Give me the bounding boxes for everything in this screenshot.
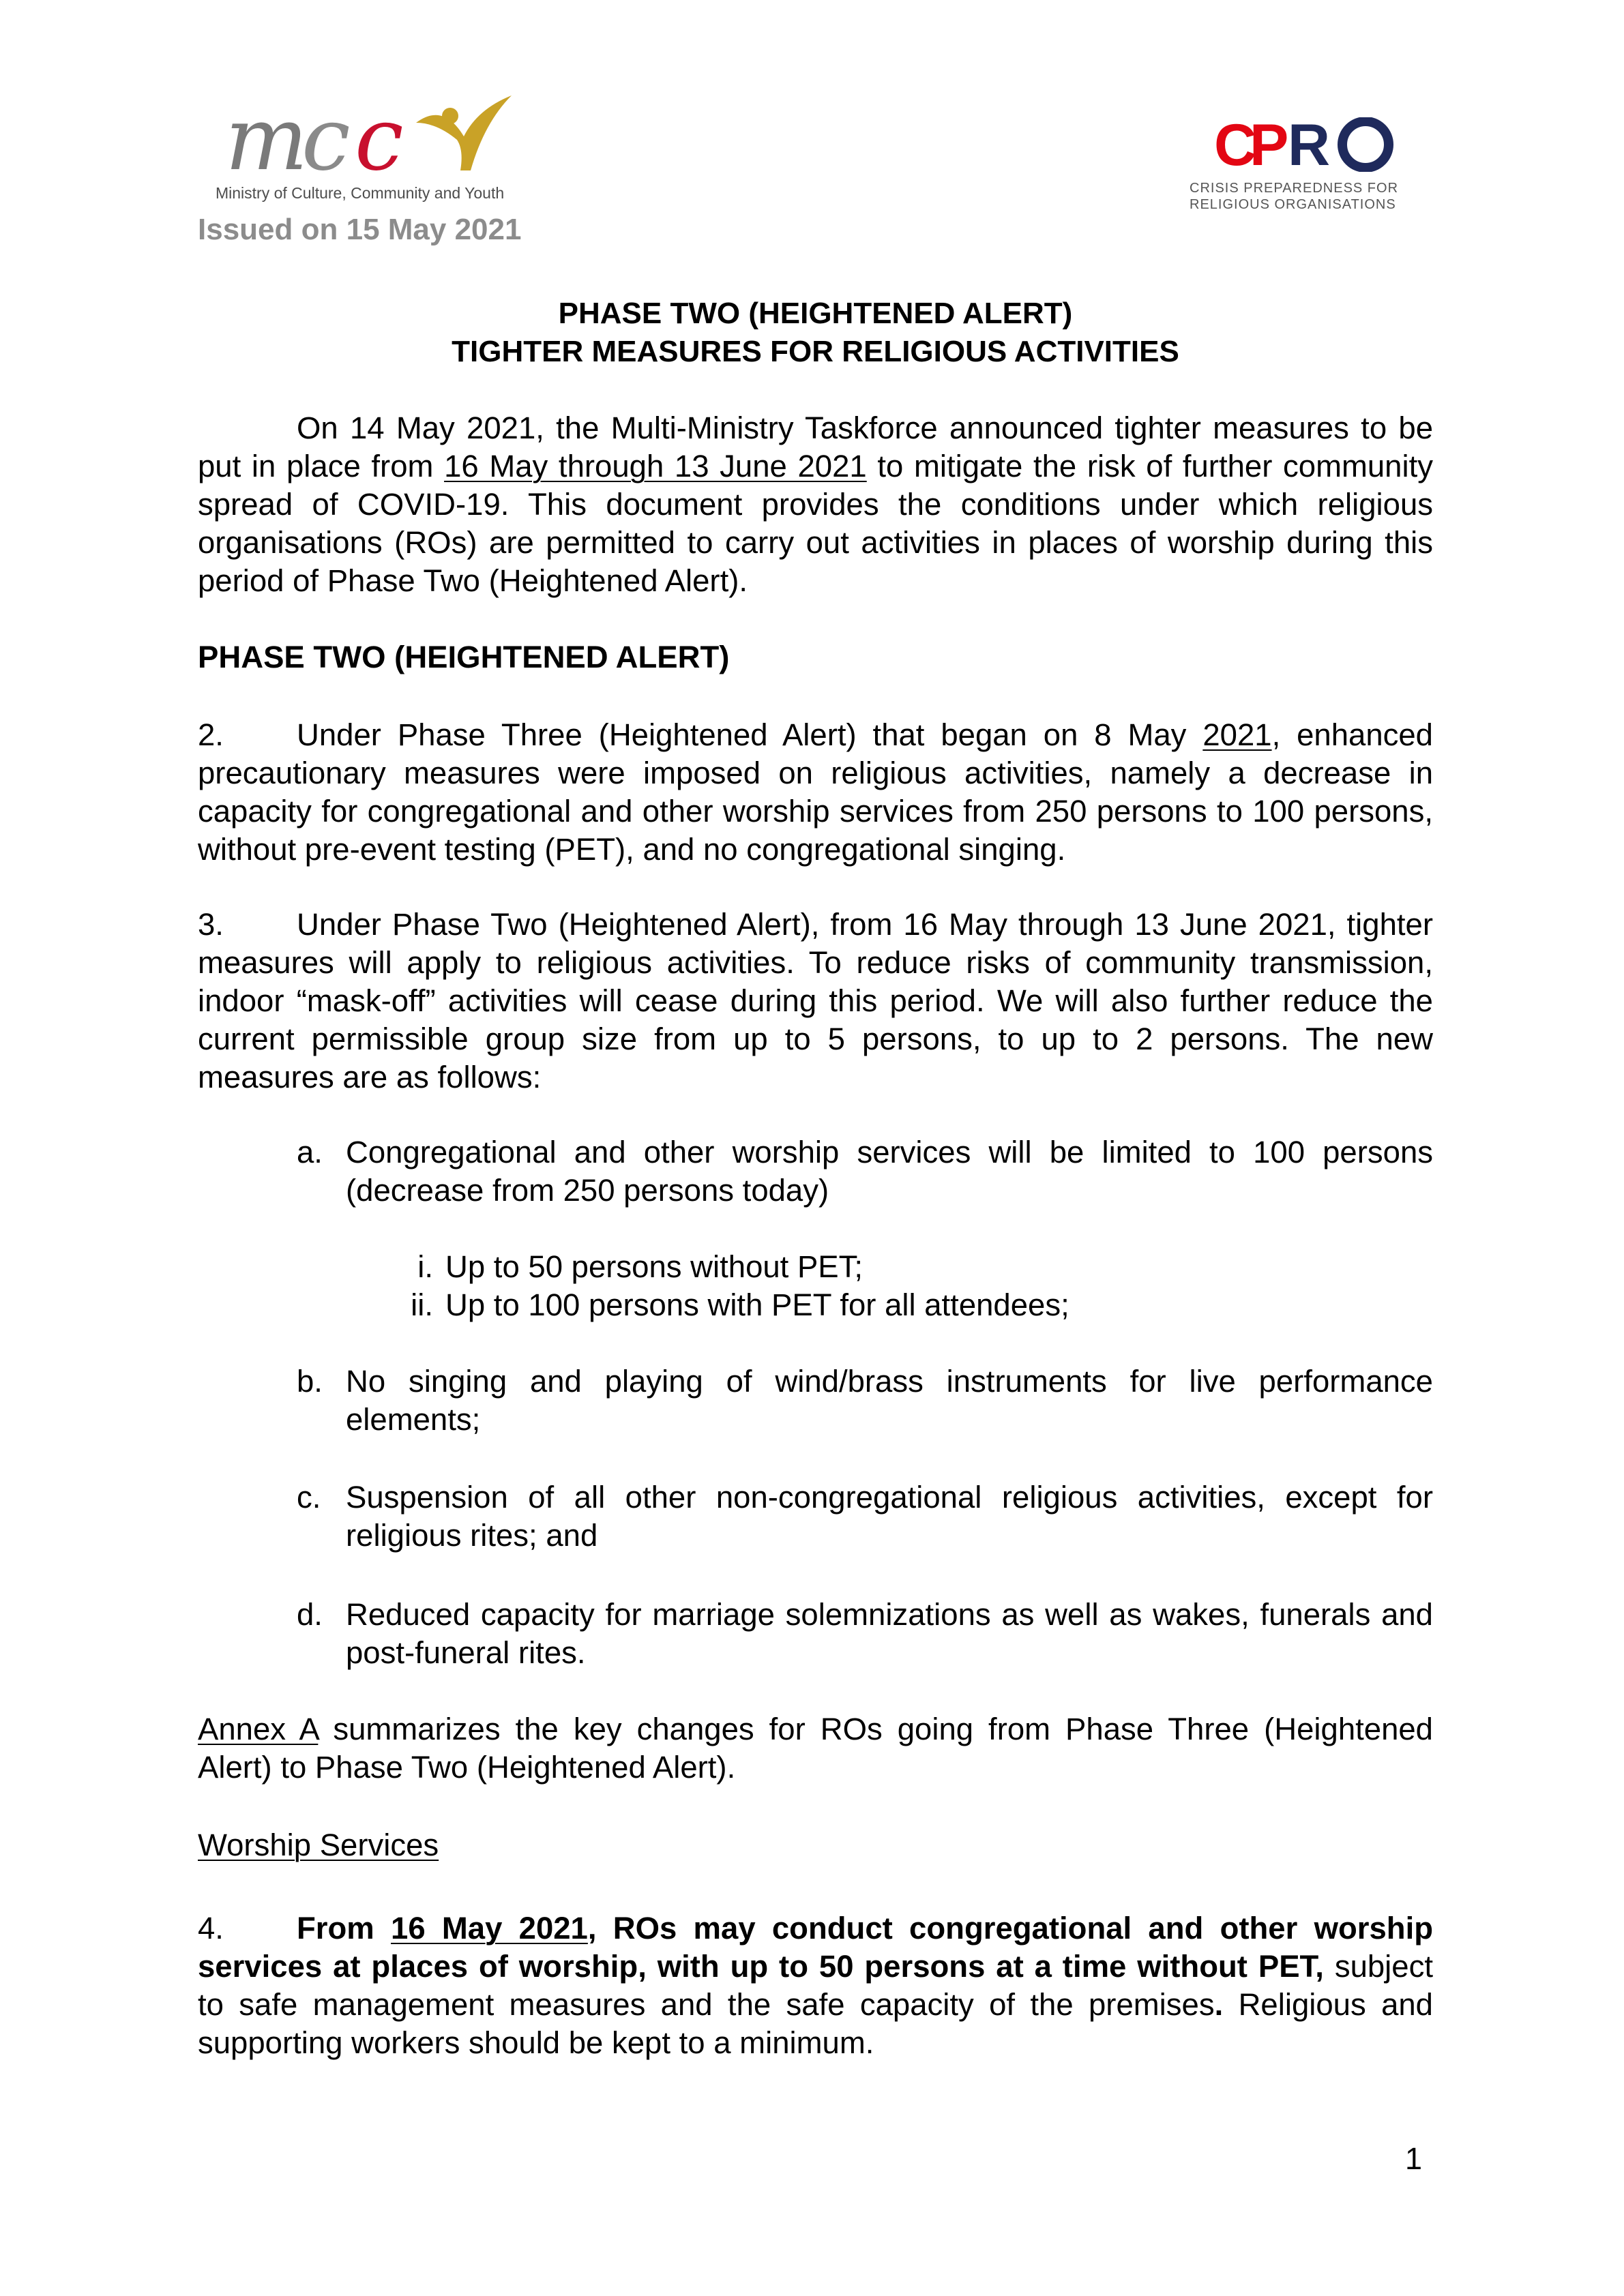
intro-date-range: 16 May through 13 June 2021 (444, 449, 867, 483)
paragraph-2 (198, 716, 1433, 869)
para2-part1: Under Phase Three (Heightened Alert) that began on 8 May (297, 717, 1203, 752)
title-line2: TIGHTER MEASURES FOR RELIGIOUS ACTIVITIES (452, 335, 1179, 368)
para4-bold-end: . (1214, 1987, 1224, 2022)
para2-year: 2021 (1202, 717, 1272, 752)
page-number: 1 (1405, 2141, 1423, 2176)
svg-text:P: P (1250, 117, 1285, 172)
list-marker: c. (297, 1480, 321, 1515)
cpro-wordmark-logo (1214, 117, 1419, 172)
mccy-logo (205, 95, 559, 210)
paragraph-4 (198, 1909, 1433, 2062)
list-text: Suspension of all other non-congregational religious activities, except for religious rites; and (346, 1480, 1433, 1553)
svg-text:C: C (1214, 117, 1253, 172)
annex-paragraph (198, 1710, 1433, 1787)
svg-text:R: R (1288, 117, 1327, 172)
sub-list-item (365, 1286, 1069, 1324)
sub-list-marker: i. (417, 1249, 433, 1284)
list-item (297, 1362, 1433, 1439)
para4-normal: subject to safe management measures and the safe capacity of the premises (198, 1949, 1433, 2022)
list-marker: d. (297, 1597, 323, 1632)
list-marker: a. (297, 1135, 323, 1169)
sub-list-text: Up to 100 persons with PET for all attendees; (445, 1287, 1069, 1322)
annex-text: summarizes the key changes for ROs going from Phase Three (Heightened Alert) to Phase Two (Heightened Alert). (198, 1712, 1433, 1785)
para4-date: 16 May 2021 (391, 1911, 588, 1945)
cpro-subtitle-line2: RELIGIOUS ORGANISATIONS (1190, 197, 1396, 212)
para4-bold2: , ROs may conduct congregational and other worship services at places of worship, with up to 50 persons at a time without PET, (198, 1911, 1433, 1984)
intro-paragraph (198, 409, 1433, 600)
intro-part2: to mitigate the risk of further community spread of COVID-19. This document provides the conditions under which religious organisations (ROs) are permitted to carry out activities in places of worship during this period of Phase Two (Heightened Alert). (198, 449, 1433, 598)
list-item (297, 1596, 1433, 1672)
annex-a-link[interactable]: Annex A (198, 1712, 319, 1746)
sub-list-marker: ii. (411, 1287, 433, 1322)
para4-bold1: From (297, 1911, 392, 1945)
sub-list-item (365, 1248, 863, 1286)
cpro-subtitle-line1: CRISIS PREPAREDNESS FOR (1190, 181, 1399, 196)
para2-part2: , enhanced precautionary measures were imposed on religious activities, namely a decrease in capacity for congregational and other worship services from 250 persons to 100 persons, without pre-event testing (PET), and no congregational singing. (198, 717, 1433, 867)
list-text: No singing and playing of wind/brass instruments for live performance elements; (346, 1364, 1433, 1437)
title-line1: PHASE TWO (HEIGHTENED ALERT) (558, 297, 1073, 330)
mccy-subtitle: Ministry of Culture, Community and Youth (216, 184, 505, 202)
sub-list-text: Up to 50 persons without PET; (445, 1249, 863, 1284)
para3-text: Under Phase Two (Heightened Alert), from 16 May through 13 June 2021, tighter measures will apply to religious activities. To reduce risks of community transmission, indoor “mask-off” activities will cease during this period. We will also further reduce the current permissible group size from up to 5 persons, to up to 2 persons. The new measures are as follows: (198, 907, 1433, 1094)
intro-part1: On 14 May 2021, the Multi-Ministry Taskforce announced tighter measures to be put in place from (198, 411, 1433, 483)
worship-services-heading: Worship Services (198, 1828, 439, 1862)
paragraph-number: 2. (198, 717, 224, 752)
issued-date: Issued on 15 May 2021 (198, 213, 522, 246)
paragraph-3 (198, 906, 1433, 1097)
paragraph-number: 4. (198, 1911, 224, 1945)
paragraph-number: 3. (198, 907, 224, 942)
list-item (297, 1478, 1433, 1555)
section-heading: PHASE TWO (HEIGHTENED ALERT) (198, 640, 730, 674)
svg-text:c: c (355, 95, 404, 184)
cpro-logo (1187, 117, 1446, 220)
para4-normal2: Religious and supporting workers should be kept to a minimum. (198, 1987, 1433, 2060)
document-title (198, 295, 1433, 371)
svg-text:m: m (225, 95, 308, 184)
list-marker: b. (297, 1364, 323, 1399)
cpro-subtitle (1190, 180, 1398, 213)
list-text: Congregational and other worship services will be limited to 100 persons (decrease from 250 persons today) (346, 1135, 1433, 1208)
list-item (297, 1133, 1433, 1210)
svg-text:c: c (301, 95, 351, 184)
list-text: Reduced capacity for marriage solemnizations as well as wakes, funerals and post-funeral rites. (346, 1597, 1433, 1670)
mccy-wordmark-logo (225, 95, 539, 184)
